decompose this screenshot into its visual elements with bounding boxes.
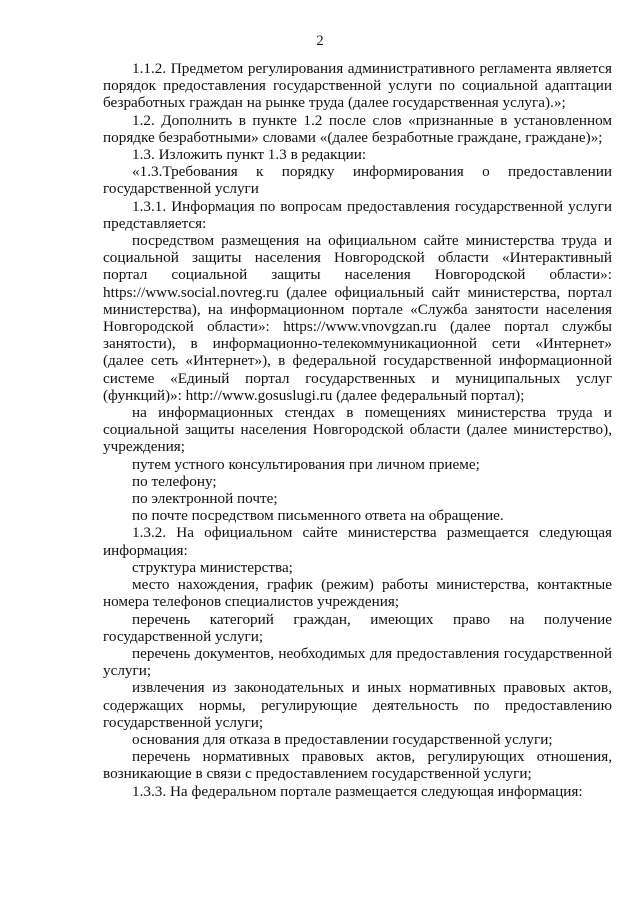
paragraph: 1.1.2. Предметом регулирования административного регламента является порядок предоставления государственной услуги по социальной адаптации безработных граждан на рынке труда (далее государственная услуга).»; (103, 60, 612, 112)
paragraph: путем устного консультирования при личном приеме; (132, 455, 480, 473)
paragraph: перечень документов, необходимых для предоставления государственной услуги; (103, 644, 612, 680)
paragraph: 1.3.2. На официальном сайте министерства размещается следующая информация: (103, 524, 612, 559)
paragraph: структура министерства; (132, 558, 293, 576)
paragraph: перечень нормативных правовых актов, регулирующих отношения, возникающие в связи с предоставлением государственной услуги; (103, 748, 612, 783)
paragraph: основания для отказа в предоставлении государственной услуги; (132, 730, 553, 748)
page-number: 2 (316, 33, 324, 49)
paragraph: место нахождения, график (режим) работы министерства, контактные номера телефонов специалистов учреждения; (103, 576, 612, 611)
paragraph: по электронной почте; (132, 490, 278, 508)
paragraph: 1.3. Изложить пункт 1.3 в редакции: (132, 146, 367, 164)
paragraph: посредством размещения на официальном сайте министерства труда и социальной защиты населения Новгородской области «Интерактивный портал социальной защиты населения Новгородской области»: https://www.social.novreg.ru (далее официальный сайт министерства, портал министерства), на информационном портале «Служба занятости населения Новгородской области»: https://www.vnovgzan.ru (далее портал службы занятости), в информационно-телекоммуникационной сети «Интернет» (далее сеть «Интернет»), в федеральной государственной информационной системе «Единый портал государственных и муниципальных услуг (функций)»: http://www.gosuslugi.ru (далее федеральный портал); (103, 232, 612, 404)
document-body (103, 60, 612, 800)
paragraph: извлечения из законодательных и иных нормативных правовых актов, содержащих нормы, регулирующие деятельность по предоставлению государственной услуги; (103, 679, 612, 731)
paragraph: перечень категорий граждан, имеющих право на получение государственной услуги; (103, 610, 612, 645)
paragraph: на информационных стендах в помещениях министерства труда и социальной защиты населения Новгородской области (далее министерство), учреждения; (103, 404, 612, 456)
paragraph: 1.3.1. Информация по вопросам предоставления государственной услуги представляется: (103, 197, 612, 232)
paragraph: 1.3.3. На федеральном портале размещается следующая информация: (132, 782, 583, 800)
paragraph: 1.2. Дополнить в пункте 1.2 после слов «признанные в установленном порядке безработными» словами «(далее безработные граждане, граждане)»; (103, 111, 612, 146)
paragraph: по почте посредством письменного ответа на обращение. (132, 507, 504, 525)
paragraph: по телефону; (132, 472, 217, 490)
paragraph: «1.3.Требования к порядку информирования о предоставлении государственной услуги (103, 163, 612, 198)
